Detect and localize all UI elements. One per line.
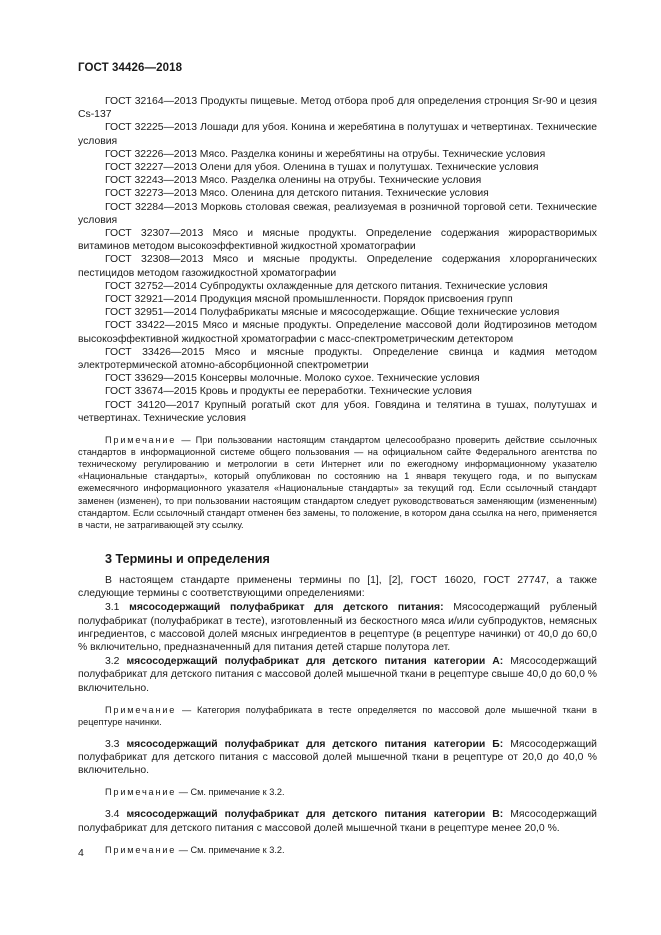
- term-number: 3.1: [105, 602, 130, 614]
- term-note: [78, 786, 597, 798]
- section-intro: В настоящем стандарте применены термины по [1], [2], ГОСТ 16020, ГОСТ 27747, а также следующие термины с соответствующими определениями:: [78, 575, 597, 600]
- term-text: Мясосодержащий полуфабрикат для детского питания с массовой долей мышечной ткани в рецептуре свыше 40,0 до 60,0 % включительно.: [78, 656, 597, 694]
- reference-item: ГОСТ 33674—2015 Кровь и продукты ее переработки. Технические условия: [105, 386, 472, 398]
- reference-item: ГОСТ 32308—2013 Мясо и мясные продукты. Определение содержания хлорорганических пестицидов методом газожидкостной хроматографии: [78, 254, 597, 279]
- reference-item: ГОСТ 32307—2013 Мясо и мясные продукты. Определение содержания жирорастворимых витаминов методом высокоэффективной жидкостной хроматографии: [78, 228, 597, 253]
- document-header: ГОСТ 34426—2018: [78, 62, 183, 74]
- note-label: Примечание: [105, 787, 177, 798]
- references-list: [78, 95, 597, 425]
- term-text: Мясосодержащий полуфабрикат для детского питания с массовой долей мышечной ткани в рецептуре от 20,0 до 40,0 % включительно.: [78, 738, 597, 777]
- reference-item: ГОСТ 32225—2013 Лошади для убоя. Конина и жеребятина в полутушах и четвертинах. Технические условия: [78, 122, 597, 147]
- term-name: мясосодержащий полуфабрикат для детского питания категории В:: [126, 809, 504, 821]
- note-text: — См. примечание к 3.2.: [176, 844, 285, 855]
- page-content: [78, 95, 597, 860]
- reference-item: ГОСТ 32226—2013 Мясо. Разделка конины и жеребятины на отрубы. Технические условия: [105, 148, 546, 160]
- term-definition: [78, 655, 597, 695]
- page-number: 4: [78, 847, 84, 859]
- note-text: — См. примечание к 3.2.: [176, 787, 285, 798]
- reference-item: ГОСТ 34120—2017 Крупный рогатый скот для убоя. Говядина и телятина в тушах, полутушах и четвертинах. Технические условия: [78, 399, 597, 424]
- note-text: — Категория полуфабриката в тесте определяется по массовой доле мышечной ткани в рецептуре начинки.: [78, 704, 597, 727]
- term-text: Мясосодержащий полуфабрикат для детского питания с массовой долей мышечной ткани в рецептуре менее 20,0 %.: [78, 809, 597, 834]
- term-note: [78, 704, 597, 728]
- term-definition: [78, 738, 597, 778]
- reference-item: ГОСТ 32273—2013 Мясо. Оленина для детского питания. Технические условия: [105, 188, 489, 200]
- references-note: [78, 434, 597, 531]
- reference-item: ГОСТ 32752—2014 Субпродукты охлажденные для детского питания. Технические условия: [105, 280, 548, 292]
- reference-item: ГОСТ 33422—2015 Мясо и мясные продукты. Определение массовой доли йодтирозинов методом высокоэффективной жидкостной хроматографии с масс-спектрометрическим детектором: [78, 320, 597, 345]
- reference-item: ГОСТ 32284—2013 Морковь столовая свежая, реализуемая в розничной торговой сети. Технические условия: [78, 201, 597, 226]
- reference-item: ГОСТ 32951—2014 Полуфабрикаты мясные и мясосодержащие. Общие технические условия: [105, 307, 560, 319]
- note-label: Примечание: [105, 435, 177, 446]
- term-number: 3.2: [105, 656, 127, 668]
- reference-item: ГОСТ 32164—2013 Продукты пищевые. Метод отбора проб для определения стронция Sr-90 и цезия Cs-137: [78, 96, 597, 121]
- term-text: Мясосодержащий рубленый полуфабрикат (полуфабрикат в тесте), изготовленный из бескостного мяса и/или субпродуктов, немясных ингредиентов, с массовой долей мясных ингредиентов в рецептуре (в рецептуре начинки) от 40,0 до 60,0 % включительно, предназначенный для питания детей старше полутора лет.: [78, 602, 597, 654]
- term-number: 3.3: [105, 738, 127, 750]
- term-definition: [78, 808, 597, 834]
- term-name: мясосодержащий полуфабрикат для детского питания категории Б:: [126, 738, 504, 750]
- reference-item: ГОСТ 32227—2013 Олени для убоя. Оленина в тушах и полутушах. Технические условия: [105, 162, 539, 174]
- note-text: — При пользовании настоящим стандартом целесообразно проверить действие ссылочных стандартов в информационной системе общего пользования — на официальном сайте Федерального агентства по техническому регулированию и метрологии в сети Интернет или по ежегодному информационному указателю «Национальные стандарты», который опубликован по состоянию на 1 января текущего года, и по выпускам ежемесячного информационного указателя «Национальные стандарты» за текущий год. Если ссылочный стандарт заменен (изменен), то при пользовании настоящим стандартом следует руководствоваться заменяющим (измененным) стандартом. Если ссылочный стандарт отменен без замены, то положение, в котором дана ссылка на него, применяется в части, не затрагивающей эту ссылку.: [78, 435, 597, 530]
- term-number: 3.4: [105, 809, 127, 821]
- term-name: мясосодержащий полуфабрикат для детского питания категории А:: [126, 656, 504, 668]
- reference-item: ГОСТ 33629—2015 Консервы молочные. Молоко сухое. Технические условия: [105, 373, 480, 385]
- term-definition: [78, 601, 597, 654]
- reference-item: ГОСТ 32243—2013 Мясо. Разделка оленины на отрубы. Технические условия: [105, 175, 482, 187]
- section-title: 3 Термины и определения: [105, 551, 270, 566]
- reference-item: ГОСТ 33426—2015 Мясо и мясные продукты. Определение свинца и кадмия методом электротермической атомно-абсорбционной спектрометрии: [78, 346, 597, 372]
- term-note: [78, 844, 597, 856]
- note-label: Примечание: [105, 704, 177, 715]
- term-name: мясосодержащий полуфабрикат для детского питания:: [129, 602, 444, 614]
- note-label: Примечание: [105, 844, 177, 855]
- reference-item: ГОСТ 32921—2014 Продукция мясной промышленности. Порядок присвоения групп: [105, 294, 513, 306]
